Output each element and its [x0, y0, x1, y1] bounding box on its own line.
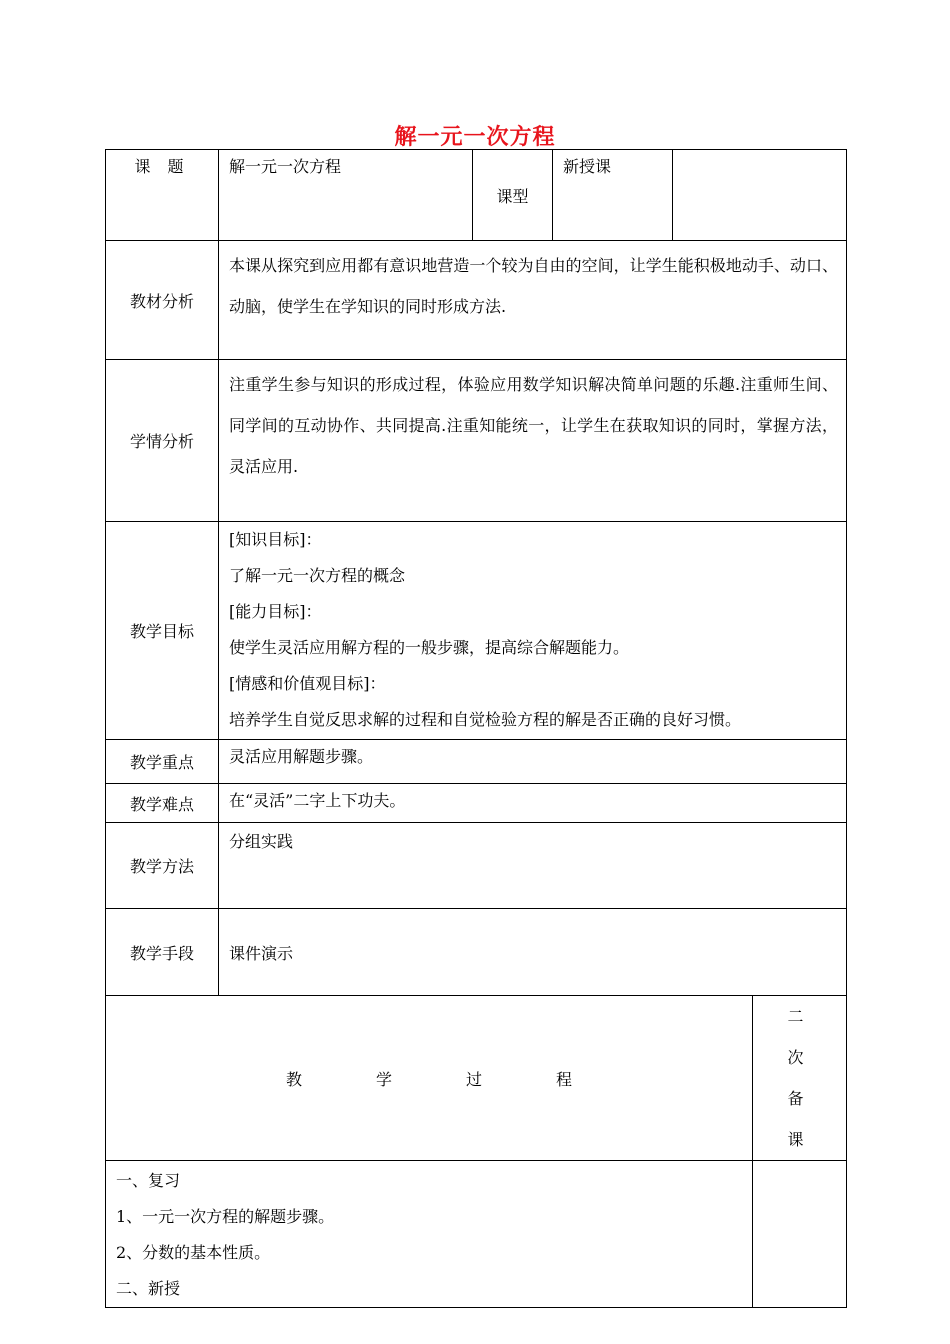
key-text: 灵活应用解题步骤。: [219, 740, 847, 784]
topic-label: 课 题: [106, 150, 219, 241]
student-label: 学情分析: [106, 360, 219, 522]
process-line: 1、一元一次方程的解题步骤。: [116, 1207, 335, 1226]
secondary-prep-label: [753, 996, 847, 1161]
goal-line: 使学生灵活应用解方程的一般步骤，提高综合解题能力。: [229, 638, 630, 657]
goal-line: [情感和价值观目标]：: [229, 674, 386, 693]
secondary-prep-cell: [753, 1161, 847, 1308]
process-content: [106, 1161, 753, 1308]
difficulty-text: 在“灵活”二字上下功夫。: [219, 784, 847, 823]
type-value: 新授课: [553, 150, 673, 241]
process-line: 2、分数的基本性质。: [116, 1243, 271, 1262]
goal-line: [知识目标]：: [229, 530, 322, 549]
secondary-prep-line: 二次: [787, 1007, 834, 1067]
difficulty-label: 教学难点: [106, 784, 219, 823]
goal-line: [能力目标]：: [229, 602, 322, 621]
means-label: 教学手段: [106, 909, 219, 996]
material-label: 教材分析: [106, 241, 219, 360]
type-label: 课型: [473, 150, 553, 241]
process-header-char: 学: [375, 1069, 392, 1089]
process-header-char: 程: [555, 1069, 572, 1089]
key-label: 教学重点: [106, 740, 219, 784]
secondary-prep-line: 备课: [787, 1089, 834, 1149]
process-header-char: 教: [285, 1069, 302, 1089]
teaching-process-table: [105, 995, 847, 1308]
method-text: 分组实践: [219, 823, 847, 909]
process-header-char: 过: [465, 1069, 482, 1089]
goal-label: 教学目标: [106, 522, 219, 740]
method-label: 教学方法: [106, 823, 219, 909]
document-title: 解一元一次方程: [394, 125, 556, 150]
process-line: 一、复习: [116, 1171, 181, 1190]
student-text: 注重学生参与知识的形成过程，体验应用数学知识解决简单问题的乐趣.注重师生间、同学间的互动协作、共同提高.注重知能统一，让学生在获取知识的同时，掌握方法，灵活应用.: [219, 360, 847, 522]
topic-value: 解一元一次方程: [219, 150, 473, 241]
process-header: [106, 996, 753, 1161]
goal-list: [219, 522, 847, 740]
goal-line: 培养学生自觉反思求解的过程和自觉检验方程的解是否正确的良好习惯。: [229, 710, 742, 729]
goal-line: 了解一元一次方程的概念: [229, 566, 406, 585]
blank-cell: [673, 150, 847, 241]
means-text: 课件演示: [219, 909, 847, 996]
lesson-info-table: [105, 149, 847, 996]
material-text: 本课从探究到应用都有意识地营造一个较为自由的空间，让学生能积极地动手、动口、动脑，使学生在学知识的同时形成方法.: [219, 241, 847, 360]
process-line: 二、新授: [116, 1279, 181, 1298]
